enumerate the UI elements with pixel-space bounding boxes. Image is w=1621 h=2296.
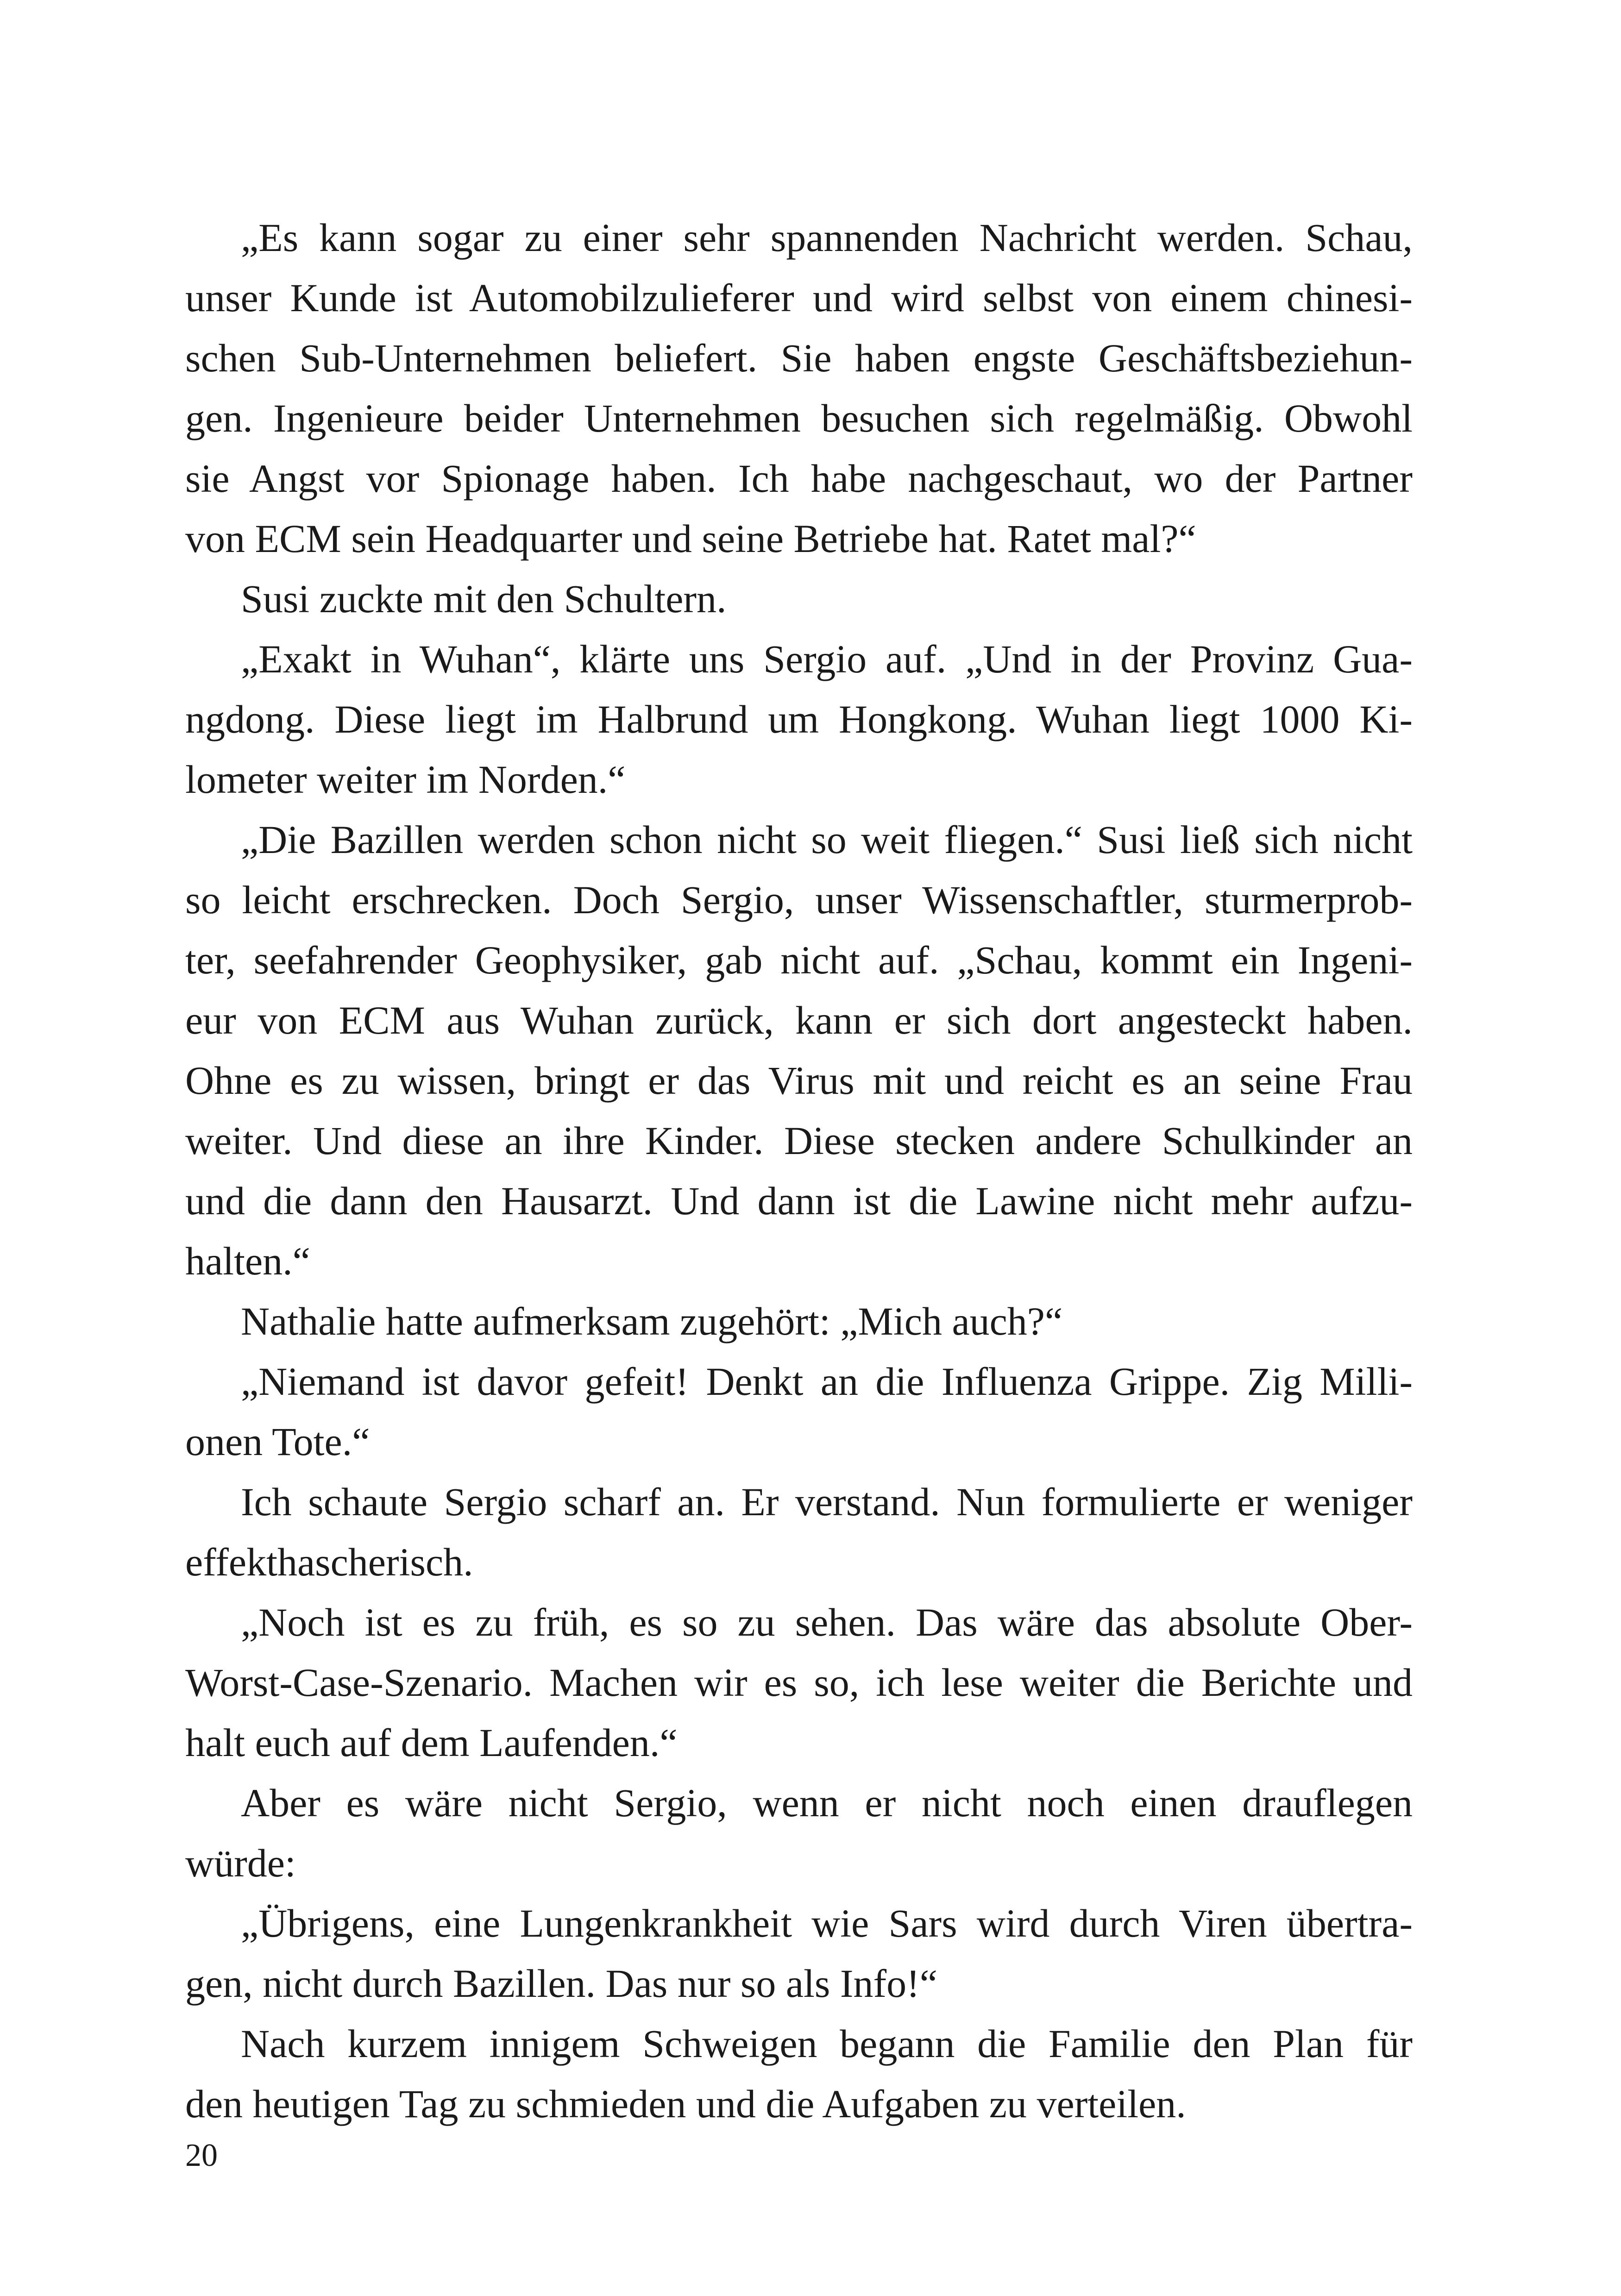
text-line: onen Tote.“: [185, 1419, 370, 1464]
text-line: „Es kann sogar zu einer sehr spannenden Nachricht werden. Schau,: [241, 215, 1413, 260]
text-line: Worst-Case-Szenario. Machen wir es so, ich lese weiter die Berichte und: [185, 1660, 1413, 1705]
text-line: Nach kurzem innigem Schweigen begann die Familie den Plan für: [241, 2021, 1413, 2066]
text-line: halten.“: [185, 1239, 310, 1283]
text-line: den heutigen Tag zu schmieden und die Aufgaben zu verteilen.: [185, 2082, 1186, 2126]
text-line: „Noch ist es zu früh, es so zu sehen. Das wäre das absolute Ober-: [241, 1600, 1413, 1644]
text-line: „Die Bazillen werden schon nicht so weit fliegen.“ Susi ließ sich nicht: [241, 817, 1413, 862]
text-line: so leicht erschrecken. Doch Sergio, unser Wissenschaftler, sturmerprob-: [185, 878, 1413, 922]
text-line: sie Angst vor Spionage haben. Ich habe nachgeschaut, wo der Partner: [185, 456, 1413, 501]
page-number: 20: [185, 2138, 218, 2173]
text-line: unser Kunde ist Automobilzulieferer und wird selbst von einem chinesi-: [185, 276, 1413, 320]
text-line: ter, seefahrender Geophysiker, gab nicht auf. „Schau, kommt ein Ingeni-: [185, 938, 1413, 982]
text-line: Nathalie hatte aufmerksam zugehört: „Mich auch?“: [241, 1299, 1063, 1343]
text-line: ngdong. Diese liegt im Halbrund um Hongkong. Wuhan liegt 1000 Ki-: [185, 697, 1413, 741]
text-line: von ECM sein Headquarter und seine Betriebe hat. Ratet mal?“: [185, 516, 1196, 561]
text-line: gen. Ingenieure beider Unternehmen besuchen sich regelmäßig. Obwohl: [185, 396, 1413, 440]
text-line: würde:: [185, 1841, 296, 1885]
body-text: [185, 207, 1413, 2134]
text-line: und die dann den Hausarzt. Und dann ist die Lawine nicht mehr aufzu-: [185, 1179, 1413, 1223]
text-line: gen, nicht durch Bazillen. Das nur so als Info!“: [185, 1961, 937, 2006]
text-line: weiter. Und diese an ihre Kinder. Diese stecken andere Schulkinder an: [185, 1118, 1413, 1163]
text-line: Ohne es zu wissen, bringt er das Virus mit und reicht es an seine Frau: [185, 1058, 1413, 1103]
text-line: effekthascherisch.: [185, 1540, 473, 1584]
text-line: halt euch auf dem Laufenden.“: [185, 1720, 678, 1765]
text-line: Ich schaute Sergio scharf an. Er verstand. Nun formulierte er weniger: [241, 1480, 1413, 1524]
text-line: Aber es wäre nicht Sergio, wenn er nicht noch einen drauflegen: [241, 1781, 1413, 1825]
text-line: eur von ECM aus Wuhan zurück, kann er sich dort angesteckt haben.: [185, 998, 1413, 1042]
text-line: Susi zuckte mit den Schultern.: [241, 577, 727, 621]
text-line: „Exakt in Wuhan“, klärte uns Sergio auf. „Und in der Provinz Gua-: [241, 637, 1413, 681]
text-line: „Übrigens, eine Lungenkrankheit wie Sars wird durch Viren übertra-: [241, 1901, 1413, 1945]
text-line: schen Sub-Unternehmen beliefert. Sie haben engste Geschäftsbeziehun-: [185, 336, 1413, 380]
text-line: lometer weiter im Norden.“: [185, 757, 626, 802]
text-line: „Niemand ist davor gefeit! Denkt an die Influenza Grippe. Zig Milli-: [241, 1359, 1413, 1404]
